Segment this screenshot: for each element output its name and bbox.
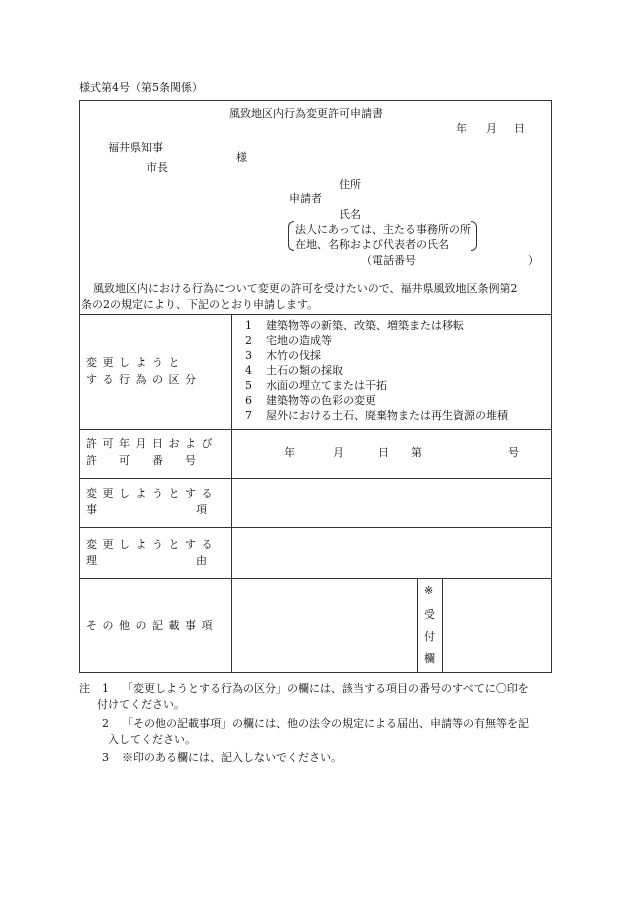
- row-divider-reason: [79, 527, 552, 528]
- permit-day: 日: [378, 446, 389, 459]
- category-item-4: 土石の類の採取: [266, 364, 343, 377]
- permit-dai: 第: [411, 446, 422, 459]
- category-item-num-7: 7: [245, 409, 252, 422]
- table-top-line: [79, 314, 552, 315]
- category-item-num-3: 3: [245, 349, 252, 362]
- permit-label-line-1: 許 可 年 月 日 お よ び: [86, 437, 214, 450]
- note-3-line-1: ※印のある欄には、記入しないでください。: [122, 751, 342, 764]
- corp-note-line-2: 在地、名称および代表者の氏名: [295, 238, 449, 251]
- category-item-3: 木竹の伐採: [266, 349, 321, 362]
- date-year: 年: [456, 122, 467, 135]
- receipt-mark: ※: [424, 584, 434, 597]
- addressee-mayor: 市長: [146, 161, 168, 174]
- category-item-7: 屋外における土石、廃棄物または再生資源の堆積: [266, 409, 508, 422]
- receipt-char-2: 付: [424, 630, 435, 643]
- other-label: そ の 他 の 記 載 事 項: [86, 619, 214, 632]
- page-title: 風致地区内行為変更許可申請書: [229, 107, 383, 120]
- matters-label-line-2: 事 項: [86, 503, 207, 516]
- category-item-5: 水面の埋立てまたは干拓: [266, 379, 387, 392]
- receipt-char-1: 受: [424, 608, 435, 621]
- addressee-honorific: 様: [236, 151, 247, 164]
- corp-note-bracket-left: [288, 221, 294, 251]
- row-divider-matters: [79, 478, 552, 479]
- corp-note-line-1: 法人にあっては、主たる事務所の所: [295, 223, 471, 236]
- reason-label-line-1: 変 更 し よ う と す る: [86, 538, 214, 551]
- notes-prefix: 注: [79, 682, 90, 695]
- form-number-label: 様式第4号（第5条関係）: [79, 81, 203, 94]
- note-3-num: 3: [102, 751, 109, 764]
- permit-year: 年: [284, 446, 295, 459]
- category-item-num-5: 5: [245, 379, 252, 392]
- category-item-2: 宅地の造成等: [266, 334, 332, 347]
- receipt-char-3: 欄: [424, 652, 435, 665]
- receipt-column-right: [442, 578, 443, 673]
- permit-month: 月: [333, 446, 344, 459]
- note-1-line-2: 付けてください。: [97, 698, 185, 711]
- date-month: 月: [486, 122, 497, 135]
- category-item-num-6: 6: [245, 394, 252, 407]
- category-item-num-4: 4: [245, 364, 252, 377]
- note-1-line-1: 「変更しようとする行為の区分」の欄には、該当する項目の番号のすべてに〇印を: [122, 682, 529, 695]
- date-day: 日: [514, 122, 525, 135]
- corp-note-bracket-right: [471, 221, 477, 251]
- reason-label-line-2: 理 由: [86, 554, 207, 567]
- category-item-1: 建築物等の新築、改築、増築または移転: [266, 319, 464, 332]
- note-1-num: 1: [102, 682, 109, 695]
- phone-close-paren: ）: [528, 254, 539, 267]
- label-column-divider: [231, 314, 232, 673]
- permit-go: 号: [508, 446, 519, 459]
- category-item-num-2: 2: [245, 334, 252, 347]
- matters-label-line-1: 変 更 し よ う と す る: [86, 487, 214, 500]
- receipt-column-left: [417, 578, 418, 673]
- applicant-address-label: 住所: [339, 178, 361, 191]
- note-2-line-1: 「その他の記載事項」の欄には、他の法令の規定による届出、申請等の有無等を記: [122, 717, 529, 730]
- row-divider-other: [79, 578, 552, 579]
- category-item-num-1: 1: [245, 319, 252, 332]
- category-label-line-2: す る 行 為 の 区 分: [86, 373, 197, 386]
- category-label-line-1: 変 更 し よ う と: [86, 356, 181, 369]
- intro-line-1: 風致地区内における行為について変更の許可を受けたいので、福井県風致地区条例第2: [93, 282, 518, 295]
- permit-label-line-2: 許 可 番 号: [86, 454, 196, 467]
- phone-label: （電話番号: [361, 254, 416, 267]
- note-2-line-2: 入してください。: [108, 733, 196, 746]
- row-divider-permit: [79, 429, 552, 430]
- intro-line-2: 条の2の規定により、下記のとおり申請します。: [81, 298, 319, 311]
- applicant-label: 申請者: [289, 192, 322, 205]
- category-item-6: 建築物等の色彩の変更: [266, 394, 376, 407]
- addressee-governor: 福井県知事: [108, 141, 163, 154]
- note-2-num: 2: [102, 717, 109, 730]
- applicant-name-label: 氏名: [339, 208, 361, 221]
